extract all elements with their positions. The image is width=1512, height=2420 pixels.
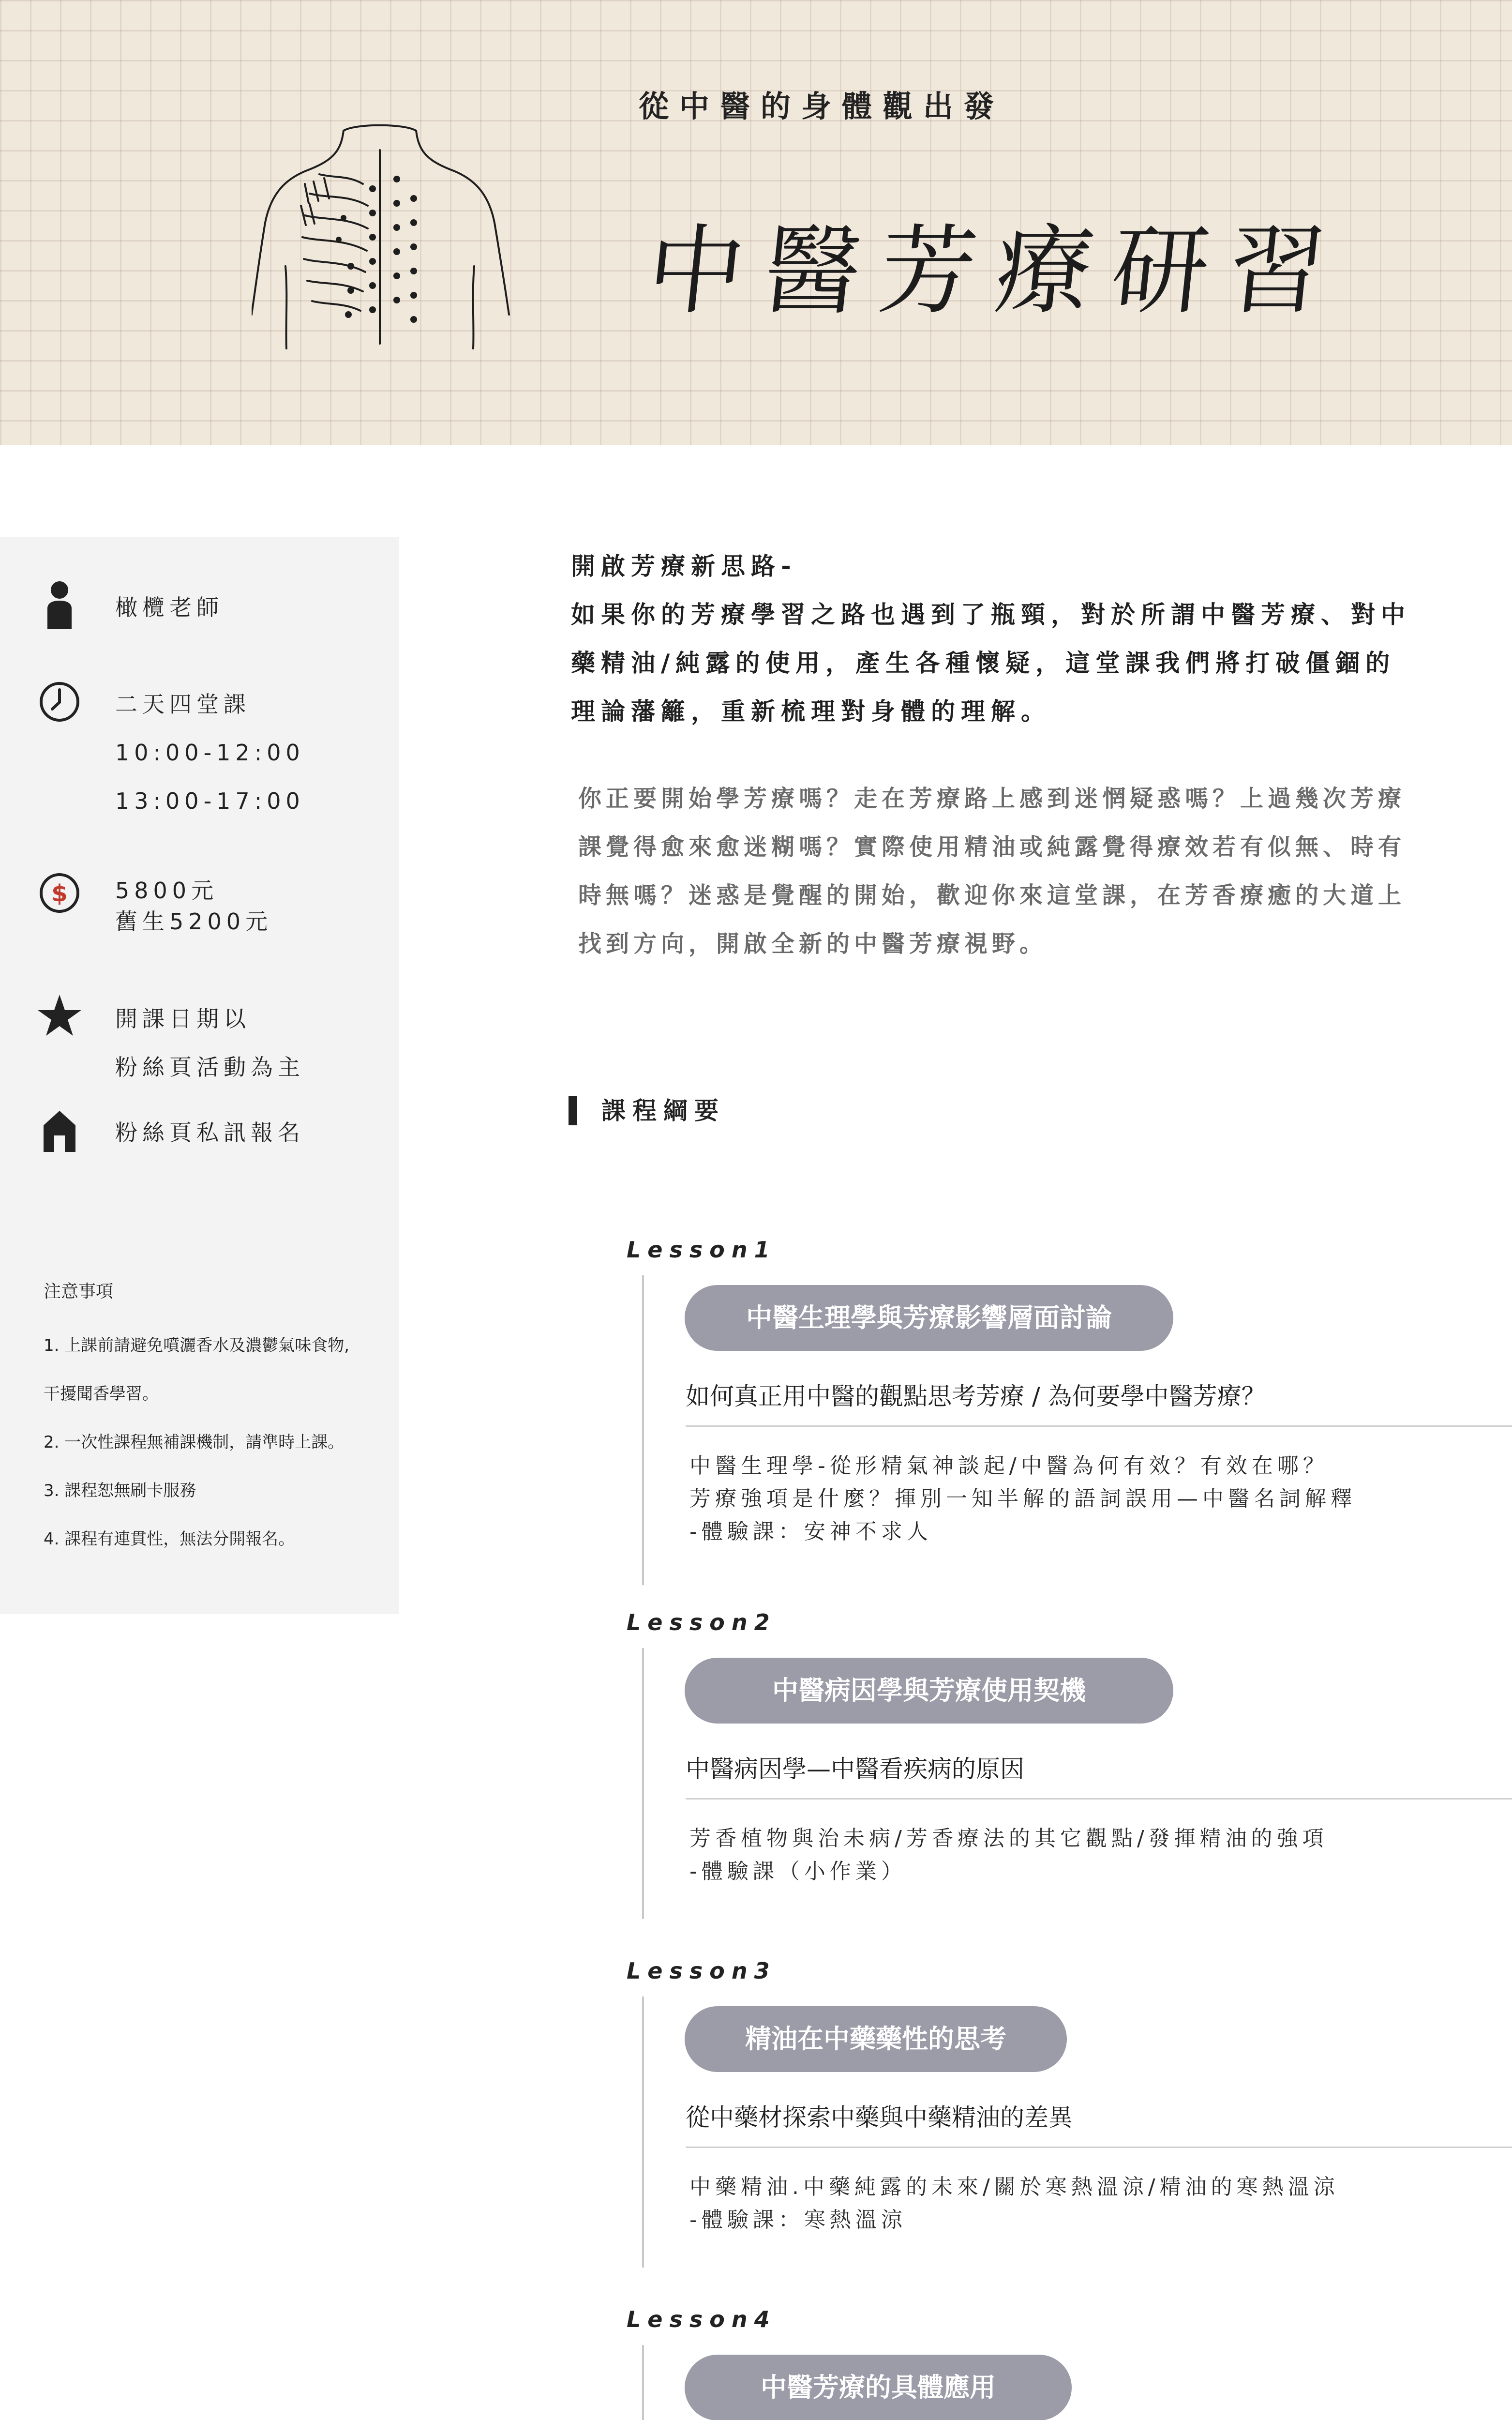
lesson-detail: 芳療強項是什麼？揮別一知半解的語詞誤用—中醫名詞解釋 xyxy=(689,1486,1356,1511)
lesson-detail: -體驗課：安神不求人 xyxy=(689,1519,932,1544)
intro-heading-line: 藥精油/純露的使用，產生各種懷疑，這堂課我們將打破僵錮的 xyxy=(571,649,1396,677)
lesson-details xyxy=(689,2171,1339,2237)
lesson-question: 從中藥材探索中藥與中藥精油的差異 xyxy=(686,2103,1073,2132)
lesson-rail xyxy=(642,1648,644,1919)
note-item: 2. 一次性課程無補課機制，請準時上課。 xyxy=(44,1433,344,1452)
svg-text:$: $ xyxy=(51,880,68,907)
intro-body-line: 找到方向，開啟全新的中醫芳療視野。 xyxy=(578,930,1048,957)
dollar-icon xyxy=(38,866,81,920)
lesson-details xyxy=(689,1450,1356,1548)
lesson-3 xyxy=(627,1958,1512,2268)
intro-heading-line: 開啟芳療新思路- xyxy=(571,552,797,580)
lesson-4 xyxy=(627,2306,1512,2420)
lesson-topic-pill: 中醫生理學與芳療影響層面討論 xyxy=(685,1285,1173,1351)
lesson-label: Lesson3 xyxy=(627,1958,777,1984)
home-icon xyxy=(38,1104,81,1157)
intro-body-line: 課覺得愈來愈迷糊嗎？實際使用精油或純露覺得療效若有似無、時有 xyxy=(578,833,1406,861)
intro-heading xyxy=(571,542,1432,736)
lesson-rail xyxy=(642,2345,644,2420)
date-line-2: 粉絲頁活動為主 xyxy=(115,1054,305,1080)
intro-heading-line: 如果你的芳療學習之路也遇到了瓶頸，對於所謂中醫芳療、對中 xyxy=(571,601,1411,629)
intro-body-line: 時無嗎？迷惑是覺醒的開始，歡迎你來這堂課，在芳香療癒的大道上 xyxy=(578,882,1406,909)
star-icon xyxy=(38,990,81,1043)
notes-title: 注意事項 xyxy=(44,1282,114,1301)
lesson-detail: 中醫生理學-從形精氣神談起/中醫為何有效？有效在哪？ xyxy=(689,1453,1329,1478)
notes-list xyxy=(44,1321,349,1563)
lesson-detail: 芳香植物與治未病/芳香療法的其它觀點/發揮精油的強項 xyxy=(689,1826,1328,1851)
note-item: 干擾聞香學習。 xyxy=(44,1384,159,1404)
price-returning: 舊生5200元 xyxy=(115,908,273,935)
lesson-2 xyxy=(627,1609,1512,1919)
lesson-rail xyxy=(642,1275,644,1585)
lesson-details xyxy=(689,1822,1328,1888)
lesson-detail: -體驗課（小作業） xyxy=(689,1859,907,1884)
lesson-topic-pill: 中醫病因學與芳療使用契機 xyxy=(685,1658,1173,1724)
price-regular: 5800元 xyxy=(115,877,219,904)
teacher-label: 橄欖老師 xyxy=(115,594,224,620)
lesson-label: Lesson4 xyxy=(627,2306,777,2332)
outline-heading: 課程綱要 xyxy=(569,1096,725,1125)
lesson-topic-pill: 精油在中藥藥性的思考 xyxy=(685,2006,1067,2072)
lesson-rail xyxy=(642,1996,644,2268)
lesson-1 xyxy=(627,1237,1512,1585)
intro-body xyxy=(578,774,1420,968)
lesson-divider xyxy=(686,1425,1512,1427)
course-info-sidebar xyxy=(0,537,399,1614)
schedule-morning: 10:00-12:00 xyxy=(115,740,305,766)
note-item: 1. 上課前請避免噴灑香水及濃鬱氣味食物, xyxy=(44,1336,350,1355)
date-line-1: 開課日期以 xyxy=(115,1006,251,1032)
torso-meridian-illustration xyxy=(252,121,513,353)
lesson-label: Lesson1 xyxy=(627,1237,777,1263)
intro-heading-line: 理論藩籬，重新梳理對身體的理解。 xyxy=(571,697,1051,726)
lesson-divider xyxy=(686,1798,1512,1800)
banner-subtitle: 從中醫的身體觀出發 xyxy=(639,89,1005,124)
lesson-question: 如何真正用中醫的觀點思考芳療 / 為何要學中醫芳療？ xyxy=(686,1382,1266,1410)
schedule-sessions: 二天四堂課 xyxy=(115,691,251,717)
lesson-detail: -體驗課：寒熱溫涼 xyxy=(689,2208,907,2232)
lesson-label: Lesson2 xyxy=(627,1609,777,1635)
banner-title: 中醫芳療研習 xyxy=(641,215,1350,328)
hero-banner xyxy=(0,0,1512,445)
person-icon xyxy=(38,578,81,632)
note-item: 3. 課程恕無刷卡服務 xyxy=(44,1481,196,1500)
lesson-topic-pill: 中醫芳療的具體應用 xyxy=(685,2355,1072,2420)
intro-body-line: 你正要開始學芳療嗎？走在芳療路上感到迷惘疑惑嗎？上過幾次芳療 xyxy=(578,785,1406,812)
lesson-divider xyxy=(686,2147,1512,2148)
lesson-question: 中醫病因學—中醫看疾病的原因 xyxy=(686,1755,1024,1783)
signup-text: 粉絲頁私訊報名 xyxy=(115,1119,305,1146)
lesson-detail: 中藥精油.中藥純露的未來/關於寒熱溫涼/精油的寒熱溫涼 xyxy=(689,2175,1339,2199)
schedule-afternoon: 13:00-17:00 xyxy=(115,788,305,814)
clock-icon xyxy=(38,675,81,728)
note-item: 4. 課程有連貫性，無法分開報名。 xyxy=(44,1529,295,1549)
